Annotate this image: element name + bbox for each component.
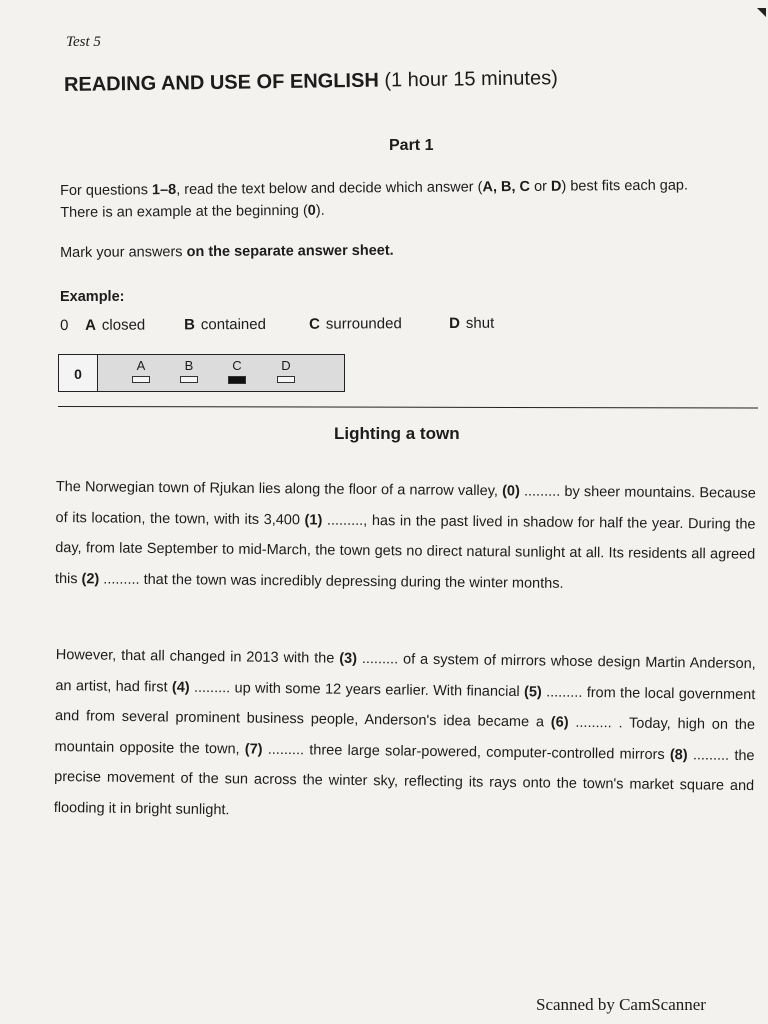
- example-option-a: A closed: [84, 316, 146, 334]
- paragraph-text: ......... . Today, high on the mountain opposite the town,: [54, 714, 756, 757]
- example-option-d: D shut: [448, 314, 495, 332]
- example-options: [60, 314, 620, 334]
- instr-text: ).: [315, 202, 325, 219]
- instr-options: A, B, C: [482, 178, 531, 196]
- test-label: Test 5: [66, 34, 101, 50]
- instr-text: For questions: [60, 182, 153, 199]
- instr-text: ) best fits each gap.: [561, 177, 689, 195]
- answer-bubble-c: C: [227, 359, 247, 384]
- paragraph-text: ........., has in the past lived in shadow for half the year. During the day, from late September to mid-March, the town gets no direct natural sunlight at all. Its residents all agreed this: [54, 512, 756, 587]
- paragraph-text: ......... by sheer mountains. Because of its location, the town, with its 3,400: [55, 483, 756, 528]
- gap-number: (2): [81, 570, 100, 587]
- section-title: [64, 67, 558, 97]
- instruction-line-2: [60, 196, 760, 224]
- gap-number: (1): [304, 511, 323, 529]
- instr-text: There is an example at the beginning (: [60, 202, 308, 221]
- example-answer-box: [58, 354, 345, 392]
- paragraph-text: ......... up with some 12 years earlier. With financial: [189, 679, 525, 700]
- page-corner-mark: [757, 8, 766, 17]
- answer-bubble-b: B: [179, 359, 199, 383]
- example-label: Example:: [60, 289, 125, 305]
- scanner-watermark: Scanned by CamScanner: [536, 995, 706, 1014]
- paragraph-text: ......... that the town was incredibly depressing during the winter months.: [99, 570, 564, 592]
- instr-text: , read the text below and decide which answer (: [176, 179, 483, 198]
- section-duration: (1 hour 15 minutes): [384, 67, 558, 92]
- example-number: 0: [60, 316, 69, 334]
- paragraph-text: ......... of a system of mirrors whose design Martin Anderson, an artist, had first: [55, 650, 756, 696]
- example-option-c: C surrounded: [308, 315, 402, 333]
- gap-number: (4): [171, 679, 190, 696]
- gap-number: (6): [550, 714, 569, 731]
- instr-zero: 0: [307, 202, 316, 219]
- gap-number: (3): [339, 650, 358, 667]
- instr-range: 1–8: [151, 181, 177, 199]
- instructions: [60, 174, 760, 224]
- paragraph-text: ......... the precise movement of the sun across the winter sky, reflecting its rays onto the town's market square and flooding it in bright sunlight.: [53, 746, 755, 818]
- paragraph-2: [54, 640, 756, 832]
- mark-text: Mark your answers: [60, 244, 187, 261]
- gap-number: (8): [669, 746, 688, 763]
- answer-bubble-a: A: [131, 359, 151, 383]
- gap-number: (7): [244, 740, 263, 758]
- instr-text: or: [529, 178, 552, 195]
- text-title: Lighting a town: [334, 424, 460, 443]
- paragraph-1: [55, 472, 756, 601]
- mark-instruction: [60, 243, 394, 261]
- paragraph-text: ......... from the local government and from several prominent business people, Anderson's idea became a: [54, 683, 756, 731]
- divider-line: [58, 406, 758, 408]
- gap-number: (0): [502, 483, 520, 500]
- answer-bubble-d: D: [276, 359, 296, 383]
- example-option-b: B contained: [183, 315, 266, 334]
- part-title: Part 1: [389, 137, 434, 154]
- section-title-bold: READING AND USE OF ENGLISH: [63, 69, 379, 96]
- gap-number: (5): [523, 683, 542, 700]
- paragraph-text: However, that all changed in 2013 with the: [55, 646, 340, 667]
- answer-box-number: 0: [59, 355, 98, 391]
- mark-text-bold: on the separate answer sheet.: [186, 242, 394, 261]
- paragraph-text: ......... three large solar-powered, computer-controlled mirrors: [262, 741, 671, 763]
- instr-option-d: D: [550, 178, 562, 195]
- paragraph-text: The Norwegian town of Rjukan lies along the floor of a narrow valley,: [55, 478, 503, 500]
